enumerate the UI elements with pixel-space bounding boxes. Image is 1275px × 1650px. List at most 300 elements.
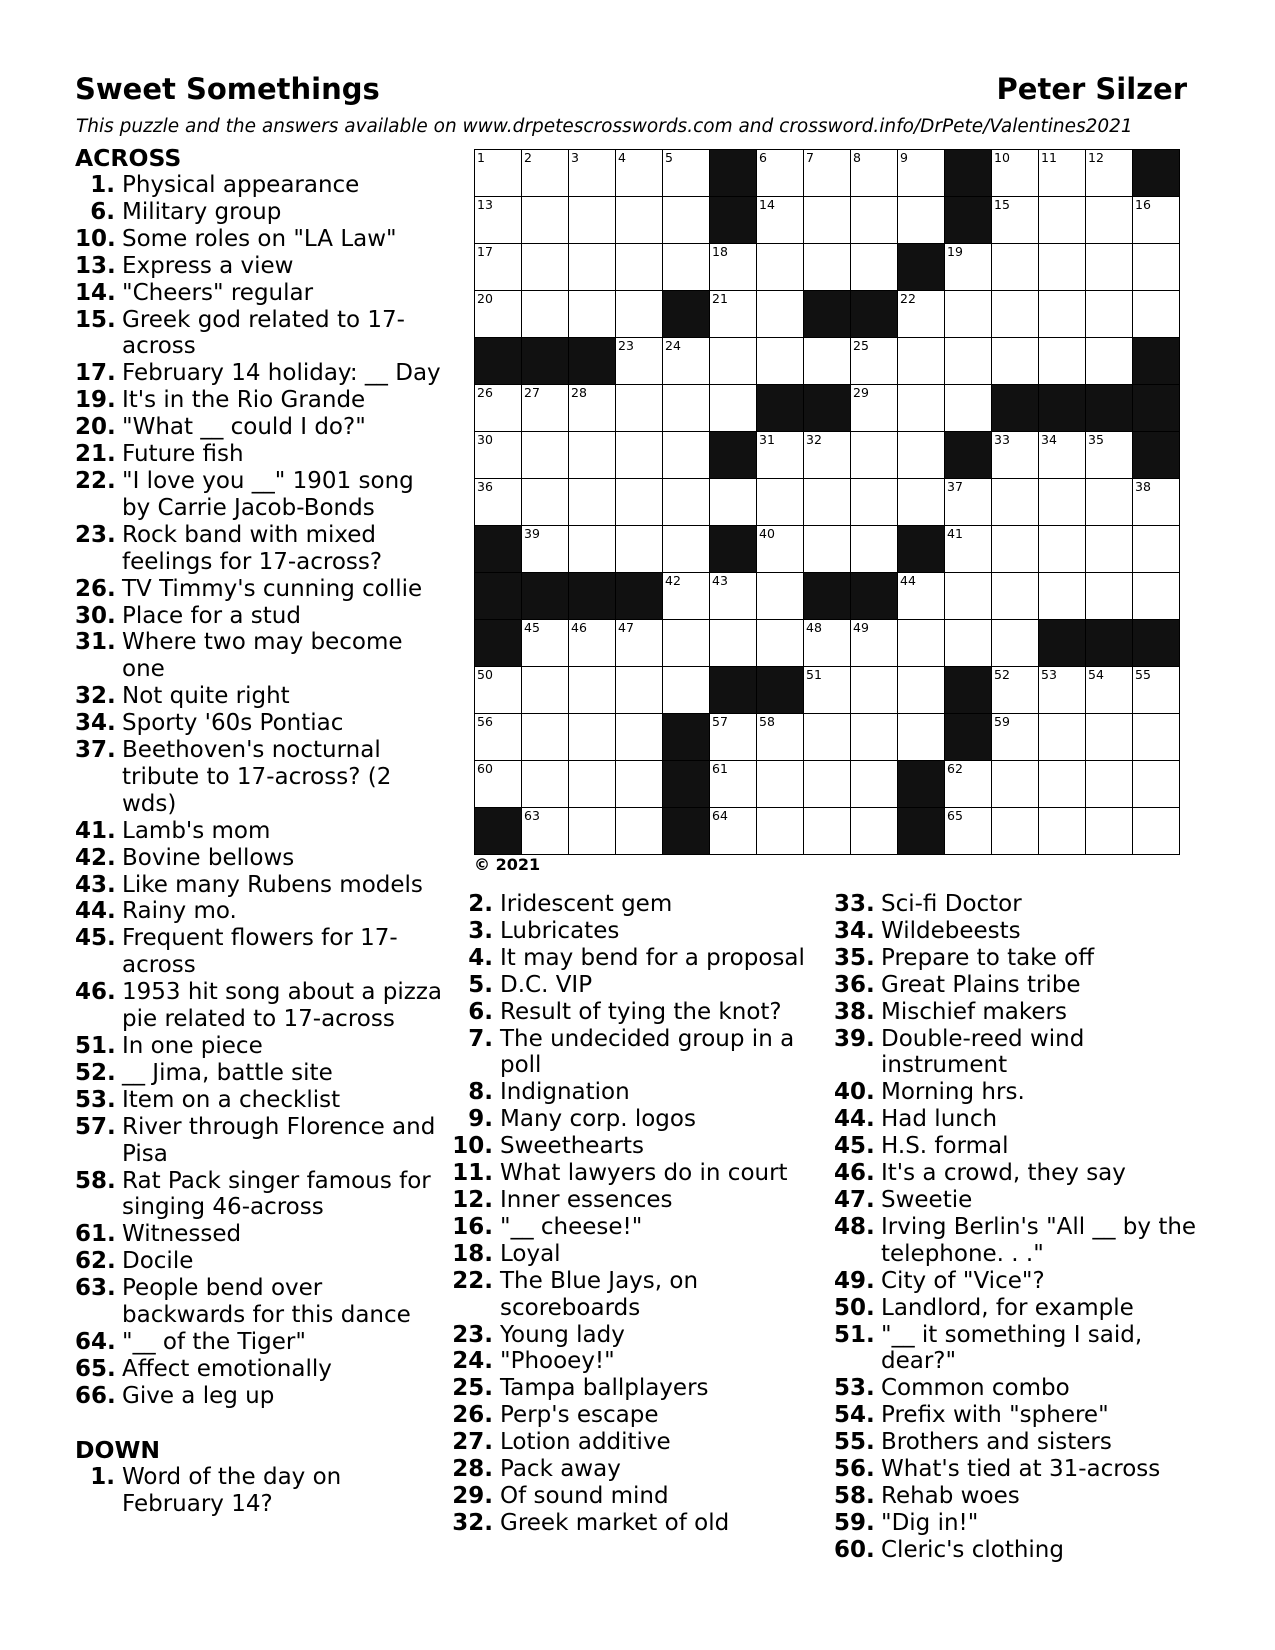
grid-cell[interactable] bbox=[710, 808, 757, 855]
grid-cell[interactable] bbox=[663, 432, 710, 479]
grid-cell[interactable] bbox=[804, 761, 851, 808]
grid-cell[interactable] bbox=[475, 667, 522, 714]
grid-cell[interactable] bbox=[804, 667, 851, 714]
grid-cell[interactable] bbox=[1039, 150, 1086, 197]
cell-number: 8 bbox=[853, 150, 861, 165]
grid-cell[interactable] bbox=[992, 432, 1039, 479]
grid-cell[interactable] bbox=[992, 808, 1039, 855]
clue-number: 27. bbox=[452, 1429, 493, 1456]
grid-cell[interactable] bbox=[851, 714, 898, 761]
down-clue bbox=[450, 918, 820, 945]
clue-text: It's a crowd, they say bbox=[881, 1160, 1126, 1187]
clue-text: Morning hrs. bbox=[881, 1079, 1025, 1106]
grid-cell[interactable] bbox=[1039, 526, 1086, 573]
grid-cell[interactable] bbox=[851, 620, 898, 667]
grid-cell[interactable] bbox=[851, 479, 898, 526]
grid-cell[interactable] bbox=[616, 338, 663, 385]
down-clue bbox=[450, 1160, 820, 1187]
grid-cell[interactable] bbox=[569, 620, 616, 667]
grid-cell[interactable] bbox=[569, 244, 616, 291]
grid-cell[interactable] bbox=[992, 714, 1039, 761]
grid-cell[interactable] bbox=[804, 479, 851, 526]
clue-number: 42. bbox=[75, 844, 116, 871]
cell-number: 47 bbox=[618, 620, 634, 635]
across-clue bbox=[75, 818, 447, 845]
grid-cell[interactable] bbox=[757, 573, 804, 620]
grid-cell[interactable] bbox=[1086, 761, 1133, 808]
grid-cell[interactable] bbox=[851, 197, 898, 244]
cell-number: 63 bbox=[524, 808, 540, 823]
grid-cell[interactable] bbox=[1039, 479, 1086, 526]
grid-cell[interactable] bbox=[898, 573, 945, 620]
down-clue bbox=[834, 918, 1214, 945]
grid-cell[interactable] bbox=[851, 761, 898, 808]
clue-number: 26. bbox=[75, 575, 116, 602]
clue-number: 47. bbox=[834, 1186, 875, 1213]
grid-cell[interactable] bbox=[898, 338, 945, 385]
grid-cell[interactable] bbox=[522, 479, 569, 526]
grid-cell[interactable] bbox=[616, 526, 663, 573]
puzzle-subtitle: This puzzle and the answers available on www.drpetescrosswords.com and crossword.info/DrPete/Valentines2021 bbox=[76, 116, 1133, 137]
grid-cell[interactable] bbox=[569, 479, 616, 526]
grid-cell[interactable] bbox=[757, 761, 804, 808]
cell-number: 34 bbox=[1041, 432, 1057, 447]
grid-cell[interactable] bbox=[945, 244, 992, 291]
grid-cell[interactable] bbox=[663, 197, 710, 244]
grid-cell[interactable] bbox=[710, 385, 757, 432]
grid-cell[interactable] bbox=[851, 244, 898, 291]
grid-cell[interactable] bbox=[475, 291, 522, 338]
grid-cell[interactable] bbox=[569, 808, 616, 855]
grid-cell[interactable] bbox=[569, 526, 616, 573]
grid-cell[interactable] bbox=[1039, 338, 1086, 385]
clue-text: River through Florence and Pisa bbox=[122, 1113, 436, 1167]
cell-number: 14 bbox=[759, 197, 775, 212]
cell-number: 7 bbox=[806, 150, 814, 165]
cell-number: 53 bbox=[1041, 667, 1057, 682]
down-clue bbox=[450, 1348, 820, 1375]
grid-cell[interactable] bbox=[851, 385, 898, 432]
across-clue bbox=[75, 1168, 447, 1222]
clue-number: 3. bbox=[468, 917, 493, 944]
clue-text: Lotion additive bbox=[500, 1429, 671, 1456]
grid-cell[interactable] bbox=[804, 526, 851, 573]
grid-cell[interactable] bbox=[663, 526, 710, 573]
grid-cell[interactable] bbox=[569, 385, 616, 432]
grid-cell[interactable] bbox=[522, 808, 569, 855]
grid-cell[interactable] bbox=[1133, 573, 1180, 620]
clue-number: 18. bbox=[452, 1240, 493, 1267]
grid-cell[interactable] bbox=[1086, 432, 1133, 479]
grid-cell[interactable] bbox=[851, 432, 898, 479]
grid-cell[interactable] bbox=[851, 526, 898, 573]
across-clue bbox=[75, 737, 447, 818]
grid-cell[interactable] bbox=[1086, 573, 1133, 620]
grid-cell[interactable] bbox=[475, 150, 522, 197]
grid-cell[interactable] bbox=[992, 291, 1039, 338]
across-heading: ACROSS bbox=[75, 144, 182, 172]
grid-cell[interactable] bbox=[569, 761, 616, 808]
grid-cell[interactable] bbox=[616, 761, 663, 808]
grid-cell[interactable] bbox=[569, 150, 616, 197]
grid-cell[interactable] bbox=[710, 761, 757, 808]
across-clue bbox=[75, 845, 447, 872]
black-square bbox=[945, 714, 992, 761]
grid-cell[interactable] bbox=[663, 479, 710, 526]
black-square bbox=[569, 338, 616, 385]
grid-cell[interactable] bbox=[992, 667, 1039, 714]
grid-cell[interactable] bbox=[898, 432, 945, 479]
grid-cell[interactable] bbox=[475, 479, 522, 526]
clue-text: "What __ could I do?" bbox=[122, 414, 366, 441]
grid-cell[interactable] bbox=[804, 197, 851, 244]
grid-cell[interactable] bbox=[757, 432, 804, 479]
clue-text: Bovine bellows bbox=[122, 844, 295, 871]
grid-cell[interactable] bbox=[851, 338, 898, 385]
clue-text: TV Timmy's cunning collie bbox=[122, 575, 423, 602]
clue-number: 58. bbox=[75, 1167, 116, 1194]
grid-cell[interactable] bbox=[616, 667, 663, 714]
grid-cell[interactable] bbox=[663, 338, 710, 385]
grid-cell[interactable] bbox=[710, 291, 757, 338]
clue-text: "Cheers" regular bbox=[122, 279, 314, 306]
grid-cell[interactable] bbox=[898, 620, 945, 667]
grid-cell[interactable] bbox=[616, 385, 663, 432]
down-clue bbox=[834, 972, 1214, 999]
grid-cell[interactable] bbox=[1086, 291, 1133, 338]
grid-cell[interactable] bbox=[992, 573, 1039, 620]
clue-number: 4. bbox=[468, 944, 493, 971]
cell-number: 43 bbox=[712, 573, 728, 588]
clue-number: 64. bbox=[75, 1328, 116, 1355]
cell-number: 11 bbox=[1041, 150, 1057, 165]
grid-cell[interactable] bbox=[992, 197, 1039, 244]
cell-number: 44 bbox=[900, 573, 916, 588]
puzzle-title: Sweet Somethings bbox=[75, 72, 380, 106]
grid-cell[interactable] bbox=[1133, 479, 1180, 526]
grid-cell[interactable] bbox=[992, 150, 1039, 197]
grid-cell[interactable] bbox=[1133, 526, 1180, 573]
clue-number: 11. bbox=[452, 1160, 493, 1187]
cell-number: 41 bbox=[947, 526, 963, 541]
clue-text: It's in the Rio Grande bbox=[122, 387, 366, 414]
cell-number: 42 bbox=[665, 573, 681, 588]
clue-number: 33. bbox=[834, 891, 875, 917]
black-square bbox=[851, 573, 898, 620]
grid-cell[interactable] bbox=[945, 620, 992, 667]
grid-cell[interactable] bbox=[710, 573, 757, 620]
black-square bbox=[522, 338, 569, 385]
grid-cell[interactable] bbox=[1086, 526, 1133, 573]
grid-cell[interactable] bbox=[945, 808, 992, 855]
grid-cell[interactable] bbox=[804, 714, 851, 761]
grid-cell[interactable] bbox=[663, 244, 710, 291]
grid-cell[interactable] bbox=[1133, 761, 1180, 808]
grid-cell[interactable] bbox=[757, 526, 804, 573]
grid-cell[interactable] bbox=[757, 479, 804, 526]
grid-cell[interactable] bbox=[757, 338, 804, 385]
grid-cell[interactable] bbox=[992, 526, 1039, 573]
grid-cell[interactable] bbox=[475, 761, 522, 808]
grid-cell[interactable] bbox=[898, 385, 945, 432]
black-square bbox=[804, 291, 851, 338]
black-square bbox=[804, 573, 851, 620]
grid-cell[interactable] bbox=[616, 620, 663, 667]
grid-cell[interactable] bbox=[1133, 291, 1180, 338]
black-square bbox=[1039, 620, 1086, 667]
grid-cell[interactable] bbox=[663, 150, 710, 197]
grid-cell[interactable] bbox=[992, 761, 1039, 808]
across-clue bbox=[75, 441, 447, 468]
across-clues-column bbox=[75, 145, 447, 1518]
grid-cell[interactable] bbox=[757, 197, 804, 244]
clue-text: Rock band with mixed feelings for 17-across? bbox=[122, 521, 383, 575]
grid-cell[interactable] bbox=[710, 479, 757, 526]
down-clue bbox=[450, 1187, 820, 1214]
grid-cell[interactable] bbox=[1039, 291, 1086, 338]
grid-cell[interactable] bbox=[992, 620, 1039, 667]
grid-cell[interactable] bbox=[851, 150, 898, 197]
clue-number: 53. bbox=[75, 1086, 116, 1113]
clue-text: Greek god related to 17-across bbox=[122, 306, 405, 360]
grid-cell[interactable] bbox=[1133, 714, 1180, 761]
cell-number: 28 bbox=[571, 385, 587, 400]
cell-number: 35 bbox=[1088, 432, 1104, 447]
clue-number: 44. bbox=[834, 1106, 875, 1133]
clue-text: Not quite right bbox=[122, 683, 290, 710]
grid-cell[interactable] bbox=[1039, 667, 1086, 714]
grid-cell[interactable] bbox=[522, 291, 569, 338]
clue-number: 9. bbox=[468, 1106, 493, 1133]
grid-cell[interactable] bbox=[945, 338, 992, 385]
cell-number: 29 bbox=[853, 385, 869, 400]
black-square bbox=[663, 808, 710, 855]
grid-cell[interactable] bbox=[522, 714, 569, 761]
grid-cell[interactable] bbox=[616, 432, 663, 479]
grid-cell[interactable] bbox=[945, 573, 992, 620]
grid-cell[interactable] bbox=[569, 667, 616, 714]
grid-cell[interactable] bbox=[898, 667, 945, 714]
down-clue bbox=[450, 891, 820, 918]
grid-cell[interactable] bbox=[945, 761, 992, 808]
grid-cell[interactable] bbox=[757, 150, 804, 197]
cell-number: 45 bbox=[524, 620, 540, 635]
clue-text: Where two may become one bbox=[122, 629, 403, 683]
grid-cell[interactable] bbox=[616, 244, 663, 291]
grid-cell[interactable] bbox=[522, 526, 569, 573]
grid-cell[interactable] bbox=[522, 432, 569, 479]
grid-cell[interactable] bbox=[804, 244, 851, 291]
clue-text: Iridescent gem bbox=[500, 891, 673, 917]
grid-cell[interactable] bbox=[710, 244, 757, 291]
grid-cell[interactable] bbox=[616, 808, 663, 855]
clue-number: 14. bbox=[75, 279, 116, 306]
clue-text: Inner essences bbox=[500, 1186, 673, 1213]
black-square bbox=[475, 808, 522, 855]
grid-cell[interactable] bbox=[945, 385, 992, 432]
grid-cell[interactable] bbox=[1086, 667, 1133, 714]
grid-cell[interactable] bbox=[851, 667, 898, 714]
grid-cell[interactable] bbox=[851, 808, 898, 855]
clue-text: Sweethearts bbox=[500, 1133, 645, 1160]
clue-number: 55. bbox=[834, 1429, 875, 1456]
grid-cell[interactable] bbox=[945, 526, 992, 573]
clue-number: 34. bbox=[834, 917, 875, 944]
clue-text: __ Jima, battle site bbox=[122, 1059, 333, 1086]
grid-cell[interactable] bbox=[522, 150, 569, 197]
clue-number: 8. bbox=[468, 1079, 493, 1106]
grid-cell[interactable] bbox=[757, 808, 804, 855]
grid-cell[interactable] bbox=[1086, 338, 1133, 385]
grid-cell[interactable] bbox=[898, 714, 945, 761]
black-square bbox=[1086, 385, 1133, 432]
cell-number: 62 bbox=[947, 761, 963, 776]
clue-number: 31. bbox=[75, 629, 116, 656]
clue-number: 50. bbox=[834, 1294, 875, 1321]
grid-cell[interactable] bbox=[1039, 714, 1086, 761]
cell-number: 36 bbox=[477, 479, 493, 494]
clue-number: 54. bbox=[834, 1402, 875, 1429]
across-clue bbox=[75, 387, 447, 414]
clue-number: 43. bbox=[75, 871, 116, 898]
clue-number: 45. bbox=[75, 925, 116, 952]
grid-cell[interactable] bbox=[616, 197, 663, 244]
grid-cell[interactable] bbox=[616, 714, 663, 761]
grid-cell[interactable] bbox=[898, 479, 945, 526]
clue-text: Lubricates bbox=[500, 917, 620, 944]
grid-cell[interactable] bbox=[1133, 197, 1180, 244]
black-square bbox=[569, 573, 616, 620]
grid-cell[interactable] bbox=[1086, 197, 1133, 244]
down-clue bbox=[834, 1160, 1214, 1187]
grid-cell[interactable] bbox=[569, 432, 616, 479]
cell-number: 65 bbox=[947, 808, 963, 823]
grid-cell[interactable] bbox=[1039, 197, 1086, 244]
grid-cell[interactable] bbox=[475, 432, 522, 479]
grid-cell[interactable] bbox=[804, 808, 851, 855]
black-square bbox=[663, 714, 710, 761]
across-clue bbox=[75, 253, 447, 280]
clue-text: Greek market of old bbox=[500, 1509, 730, 1536]
across-clue bbox=[75, 172, 447, 199]
grid-cell[interactable] bbox=[475, 244, 522, 291]
grid-cell[interactable] bbox=[804, 338, 851, 385]
grid-cell[interactable] bbox=[945, 291, 992, 338]
cell-number: 56 bbox=[477, 714, 493, 729]
grid-cell[interactable] bbox=[1086, 244, 1133, 291]
grid-cell[interactable] bbox=[710, 714, 757, 761]
grid-cell[interactable] bbox=[475, 714, 522, 761]
grid-cell[interactable] bbox=[804, 620, 851, 667]
grid-cell[interactable] bbox=[616, 150, 663, 197]
grid-cell[interactable] bbox=[522, 385, 569, 432]
grid-cell[interactable] bbox=[898, 291, 945, 338]
clue-number: 10. bbox=[75, 225, 116, 252]
grid-cell[interactable] bbox=[522, 667, 569, 714]
black-square bbox=[475, 526, 522, 573]
grid-cell[interactable] bbox=[992, 479, 1039, 526]
cell-number: 64 bbox=[712, 808, 728, 823]
cell-number: 51 bbox=[806, 667, 822, 682]
grid-cell[interactable] bbox=[1086, 150, 1133, 197]
grid-cell[interactable] bbox=[1086, 479, 1133, 526]
grid-cell[interactable] bbox=[804, 150, 851, 197]
grid-cell[interactable] bbox=[710, 620, 757, 667]
grid-cell[interactable] bbox=[1039, 573, 1086, 620]
clue-number: 28. bbox=[452, 1456, 493, 1483]
grid-cell[interactable] bbox=[569, 291, 616, 338]
grid-cell[interactable] bbox=[757, 714, 804, 761]
grid-cell[interactable] bbox=[1086, 808, 1133, 855]
grid-cell[interactable] bbox=[569, 714, 616, 761]
grid-cell[interactable] bbox=[522, 197, 569, 244]
black-square bbox=[945, 667, 992, 714]
grid-cell[interactable] bbox=[475, 385, 522, 432]
grid-cell[interactable] bbox=[616, 479, 663, 526]
down-clue bbox=[450, 1483, 820, 1510]
grid-cell[interactable] bbox=[1086, 714, 1133, 761]
down-clue bbox=[834, 1429, 1214, 1456]
grid-cell[interactable] bbox=[663, 573, 710, 620]
down-clues-column-2 bbox=[450, 891, 820, 1537]
cell-number: 18 bbox=[712, 244, 728, 259]
grid-cell[interactable] bbox=[1133, 244, 1180, 291]
grid-cell[interactable] bbox=[757, 244, 804, 291]
grid-cell[interactable] bbox=[1133, 667, 1180, 714]
grid-cell[interactable] bbox=[569, 197, 616, 244]
cell-number: 30 bbox=[477, 432, 493, 447]
grid-cell[interactable] bbox=[804, 432, 851, 479]
clue-number: 23. bbox=[75, 521, 116, 548]
grid-cell[interactable] bbox=[1039, 761, 1086, 808]
clue-number: 61. bbox=[75, 1221, 116, 1248]
grid-cell[interactable] bbox=[616, 291, 663, 338]
black-square bbox=[1133, 620, 1180, 667]
grid-cell[interactable] bbox=[898, 197, 945, 244]
across-clue bbox=[75, 360, 447, 387]
clue-number: 25. bbox=[452, 1375, 493, 1402]
grid-cell[interactable] bbox=[992, 244, 1039, 291]
black-square bbox=[475, 620, 522, 667]
grid-cell[interactable] bbox=[992, 338, 1039, 385]
clue-text: "Dig in!" bbox=[881, 1509, 979, 1536]
down-clue bbox=[834, 1106, 1214, 1133]
clue-text: February 14 holiday: __ Day bbox=[122, 360, 441, 387]
grid-cell[interactable] bbox=[1039, 244, 1086, 291]
grid-cell[interactable] bbox=[663, 385, 710, 432]
grid-cell[interactable] bbox=[945, 479, 992, 526]
grid-cell[interactable] bbox=[1039, 432, 1086, 479]
grid-cell[interactable] bbox=[710, 338, 757, 385]
down-clue bbox=[834, 891, 1214, 918]
down-clue bbox=[834, 1026, 1214, 1080]
clue-text: Rehab woes bbox=[881, 1482, 1020, 1509]
clue-number: 34. bbox=[75, 710, 116, 737]
grid-cell[interactable] bbox=[1039, 808, 1086, 855]
grid-cell[interactable] bbox=[1133, 808, 1180, 855]
grid-cell[interactable] bbox=[663, 667, 710, 714]
grid-cell[interactable] bbox=[522, 761, 569, 808]
grid-cell[interactable] bbox=[522, 244, 569, 291]
grid-cell[interactable] bbox=[757, 291, 804, 338]
black-square bbox=[1133, 385, 1180, 432]
grid-cell[interactable] bbox=[475, 197, 522, 244]
grid-cell[interactable] bbox=[898, 150, 945, 197]
grid-cell[interactable] bbox=[522, 620, 569, 667]
clue-text: Great Plains tribe bbox=[881, 971, 1081, 998]
grid-cell[interactable] bbox=[663, 620, 710, 667]
grid-cell[interactable] bbox=[757, 620, 804, 667]
